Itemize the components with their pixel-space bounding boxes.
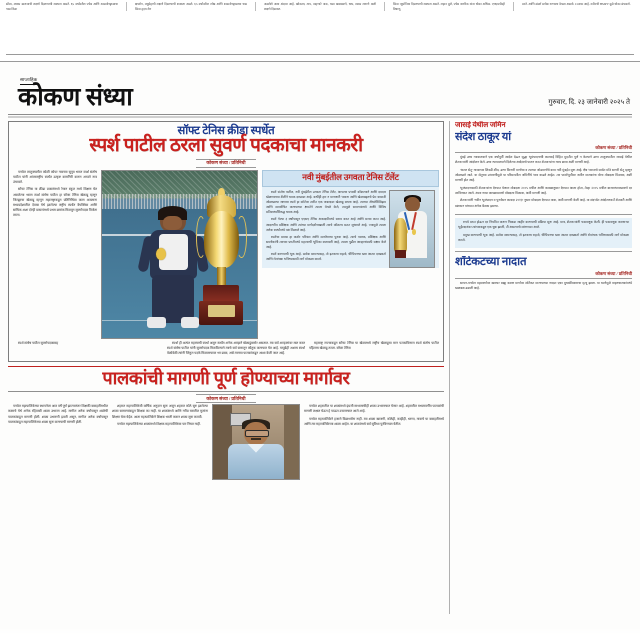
- moustache: [251, 438, 261, 440]
- strip-column: क्षयरोग, मधुमेहाची लक्षणे दिसण्याची शक्यता असते. ६५ वर्षांवरील ज्येष्ठ आणि श्वसनोच्छ्वासाचा त्रास किंवा हृदय रोग: [135, 2, 247, 11]
- rail-divider: [455, 214, 632, 215]
- lead-story: [8, 121, 444, 363]
- medal-icon: [412, 229, 416, 234]
- paragraph: सॉफ्ट टेनिस या क्रीडा प्रकारांमध्ये रेयान स्कूल मध्ये शिक्षण घेत असलेल्या भारत स्पर्श संतोष पाटील हा सॉफ्ट टेनिस खेळाडू म्हणून जिल्ह्याचा खेळाडू म्हणून महाराष्ट्राकडून प्रतिनिधित्व करत असताना मध्यप्रदेशातील देवास येथे झालेल्या राष्ट्रीय स्पर्धेत वैयक्तिक आणि सांघिक अशा दोन्ही प्रकारांमध्ये प्रथम क्रमांक मिळवून सुवर्णपदक विजेता ठरला.: [13, 187, 97, 218]
- dateline: गुरुवार, दि. २३ जानेवारी २०२५ ते: [548, 97, 630, 106]
- lead-columns: [13, 170, 439, 339]
- story2-column-2: [112, 404, 208, 480]
- sub-story-headline: नवी मुंबईतील उगवता टेनिस टॅलेंट: [262, 170, 439, 187]
- rail-story-b-body: [455, 281, 632, 294]
- masthead: [0, 62, 640, 113]
- lead-caption-column: [13, 341, 163, 359]
- rail-story-b-tint: [455, 218, 632, 247]
- lead-kicker: सॉफ्ट टेनिस क्रीडा स्पर्धेत: [177, 124, 275, 137]
- rail-story-a-body: [455, 155, 632, 211]
- sub-story-photo-medalist: [389, 190, 435, 268]
- face: [163, 216, 182, 230]
- trophy-icon: [394, 218, 407, 251]
- paragraph: स्पर्श संतोष पाटील, नवी मुंबईतील उगवता टेनिस टॅलेंट, आपल्या प्रभावी कौशल्याने आणि दमदार खेळण्याच्या शैलीने चमक दाखवत आहे. कधीही हार न मानणारी भावना आणि खेळाबद्दलचे प्रेम यासाठी ओळखल्या जाणारा स्पर्श हा कोर्टवर त्वरीत एक जबरदस्त खेळाडू बनला आहे. त्याच्या ॲथलेटिसिझम आणि समयोचित करण्याच्या क्षमतेने त्याला वेगळे केले, त्यामुळे सामन्यांमध्ये आणि विविध प्रतिस्पर्ध्यांविरुद्ध चमक आहे.: [266, 189, 386, 215]
- paragraph: पनवेल महापालिकेने हजारो विद्यार्थ्यांना नाही. त्या शाळा खाजगी, कोठेही, काहीही, धरणा, नावाचे या वसाहतीमध्ये आणि त्या महापालिकेच्या शाळा आहेत. या शाळांमध्ये सर्व सुविधा पुरविण्यात येतील.: [304, 416, 444, 426]
- page-title: कोकण संध्या: [18, 84, 133, 111]
- masthead-left: [18, 68, 132, 111]
- paragraph: सायन-पनवेल महामार्गावर खारघर बाह्य वळण मार्गावर शॉर्टकट मारण्याच्या नादात एका दुचाकीस्वाराचा मृत्यू झाला. या घटनेमुळे वाहनचालकांमध्ये खळबळ उडाली आहे.: [455, 280, 632, 290]
- rail-story-a-headline: संदेश ठाकूर यां: [455, 130, 511, 143]
- rail-story-b-byline: कोकण संध्या / प्रतिनिधी: [455, 271, 632, 279]
- paragraph: स्पर्श करण्याची भूक आहे. प्रत्येक सामन्यासह, तो इतकाच राहतो, चॅम्पियनचा खरा आत्मा दाखवतो आणि रोमांचक भविष्यासाठी मार्ग मोकळा करतो.: [266, 252, 386, 262]
- story2-headline: पालकांची मागणी पूर्ण होण्याच्या मार्गावर: [102, 368, 350, 389]
- lead-column-2: [167, 341, 305, 359]
- rail-story-a-byline: कोकण संध्या / प्रतिनिधी: [455, 145, 632, 153]
- masthead-kicker: साप्ताहिक: [20, 77, 37, 85]
- glasses-icon: [245, 430, 269, 437]
- story-parents-demand: [8, 366, 444, 480]
- paragraph: रुपये प्राप्त होऊन दर नियमित करून निवाडा जाहीर करण्याची प्रक्रिया सुरू आहे. मात्र, शेतकऱ्यांनी फसवणूक केली. ही फसवणूक करणाऱ्या भूईंटदारांवर त्यांच्याकडून एक चूक झाली, ती असल्याचे सांगण्यात आले.: [458, 220, 629, 230]
- trophy-base-upper: [203, 285, 239, 302]
- strip-column: ठरते. आणि संसर्ग प्रत्येक रुग्णाला वेगळा असतो. COPD आहे. नवीनची HMPV मुळे धोका संभवतो.: [522, 2, 631, 6]
- strip-column: सौम्य, मध्यम स्वरूपाची लक्षणे दिसण्याची शक्यता असते. ६५ वर्षांवरील ज्येष्ठ आणि श्वसनोच्छ्वासाचा त्रास किंवा: [6, 2, 118, 11]
- strip-rule: [6, 54, 634, 55]
- strip-columns: [6, 2, 634, 11]
- head: [405, 197, 420, 212]
- paragraph: महाराष्ट्र राज्याकडून सॉफ्ट टेनिस या खेळामध्ये राष्ट्रीय खेळाडूचा मान पटकाविणारा स्पर्श संतोष पाटील पहिलाच खेळाडू ठरला. सॉफ्ट टेनिस: [309, 340, 439, 351]
- right-rail: [455, 121, 632, 614]
- trophy-base: [395, 250, 406, 258]
- page-bottom-fade: [0, 627, 640, 635]
- lead-photo-trophy-boy: [101, 170, 258, 339]
- main-content: [0, 118, 640, 614]
- lead-byline: कोकण संध्या / प्रतिनिधी: [196, 159, 255, 168]
- paragraph: पनवेल महापालिकेच्या स्थापनेला आठ वर्षे पूर्ण झाल्यानंतर शिक्षकी वसाहतीमधील कामाचे येथे अनेक रहिवासी शाळा उभारत आहे. मागील अनेक वर्षांपासून शाळेची पालकांकडून मागणी होती. शाळा उभारणी झाली असून, मागील अनेक वर्षांपासून पालकांकडून महापालिकेच्या शाळा सुरू करण्याची मागणी होती.: [8, 404, 108, 424]
- paragraph: पनवेल महापालिकेच्या शाळांमध्ये शिक्षक महापालिकेचा पार निघत नाही.: [117, 421, 201, 426]
- lead-column-1: [13, 170, 97, 339]
- strip-divider: [126, 2, 127, 11]
- strip-divider: [255, 2, 256, 11]
- legs: [152, 275, 194, 323]
- rail-story-a-kicker: जासई येथील जमिन: [455, 120, 506, 129]
- left-block: [8, 121, 444, 614]
- previous-page-strip: [0, 0, 640, 62]
- sub-story: [262, 170, 439, 339]
- strip-divider: [513, 2, 514, 11]
- lead-column-3: [309, 341, 439, 359]
- story2-rule: [8, 391, 444, 392]
- story2-columns: [8, 404, 444, 480]
- paragraph: प्रमुख करण्याची भूक आहे. प्रत्येक सामन्यासह, तो इतकाच राहतो, चॅम्पियनचा खरा आत्मा दाखवतो आणि रोमांचक भविष्यासाठी मार्ग मोकळा करतो.: [458, 232, 629, 243]
- masthead-rule: [8, 114, 632, 115]
- story2-byline: कोकण संध्या / प्रतिनिधी: [196, 394, 255, 403]
- paragraph: भूसंपादनासाठी शेतकऱ्यांना देण्यात येणारा मोबदला २००५ मधील आणि कायद्यानुसार देण्यात आला होता, तेव्हा २००५ मधील बाजारभावाप्रमाणे दर ठरविण्यात आले. आता नव्या कायद्याप्रमाणे मोबदला मिळावा, अशी मागणी आहे.: [455, 185, 632, 195]
- story2-byline-wrap: [8, 394, 444, 403]
- story2-column-1: [8, 404, 108, 480]
- sub-story-body: [262, 187, 439, 268]
- story2-photo-official: [212, 404, 300, 480]
- background-door: [284, 405, 299, 479]
- photo-caption: स्पर्श संतोष पाटील सुवर्णपदकासह: [18, 340, 59, 345]
- lead-continuation: [13, 341, 439, 359]
- paragraph: स्पर्शचा प्रवास हा कठोर परिश्रम आणि समर्पणाचा पुरावा आहे. त्याचे पालक, प्रशिक्षक आणि समर्थकांनी त्याच्या प्रगतीमध्ये महत्त्वाची भूमिका बजावली आहे, त्याला पुढील आव्हानांसाठी सक्षम केले आहे.: [266, 234, 386, 250]
- paragraph: शहरात महापालिकेची वार्षिक अनुदान सुरू असून शहरात कोठे सुरु झालेल्या शाळा सामान्यांकडून शिक्षक का नाही. या शाळांमध्ये आणि गरीब घरातील मुलांना शिक्षण घेता येईल. आता महापालिकेने शिक्षक भरती करून शाळा सुरू करावी.: [112, 404, 208, 419]
- strip-column: किंवा न्यूमोनिया दिसण्याची शक्यता असते. लहान मुले, ज्येष्ठ नागरिक यांना धोका अधिक. एचएमपीव्ही विषाणू.: [393, 2, 505, 11]
- paragraph: मुंबई उच्च न्यायालयाने एक वर्षापूर्वी आदेश देऊन सुद्धा भूसंपादनाची कारवाई विहित मुदतीत पूर्ण न केल्याने उरण तालुक्यातील जासई येथील शेतकऱ्यांनी आंदोलन केले. उच्च न्यायालयाने दिलेल्या आदेशाचे पालन करत शेतकऱ्यांना न्याय द्यावा अशी मागणी आहे.: [455, 155, 632, 165]
- paragraph: शेतकऱ्यांनी 'नवीन भूसंपादन व पुनर्वसन कायदा २०१३' नुसार मोबदला देण्यात यावा, अशी मागणी केली आहे. या संदर्भात आंदोलनकर्ते शेतकरी आणि प्रशासन यांच्यात अनेक बैठका झाल्या.: [455, 198, 632, 208]
- paragraph: पनवेल तालुक्यातील कोळी कोपर गावच्या सुपुत्र भारत स्पर्श संतोष पाटील यांनी आंतरराष्ट्रीय स्पर्धेत उत्कृष्ट कामगिरी करून आपले नाव उंचावले.: [13, 169, 97, 185]
- trophy-plate: [208, 305, 235, 316]
- rail-story-b-teaser: [458, 220, 629, 243]
- shoe-left: [147, 317, 166, 328]
- trophy-stem: [217, 267, 225, 287]
- trophy-cup: [204, 211, 239, 268]
- lead-byline-wrap: [13, 159, 439, 168]
- strip-divider: [384, 2, 385, 11]
- paragraph: स्पर्धा ही अत्यंत महत्त्वाची स्पर्धा असून स्पर्धेत अनेक आव्हाने खेळाडूंसमोर असतात. त्या सर्व आव्हानांवर मात करत स्पर्श संतोष पाटील यांनी सुवर्णपदक मिळविल्याने त्याचे सर्व स्तरातून कौतुक करण्यात येत आहे. यापुढेही अशाच स्पर्धा वेळोवेळी त्यांनी जिंकून पदके मिळवण्यावर भर द्यावा, असे त्याच्या पालकांकडून आशा केली जात आहे.: [167, 340, 305, 356]
- trophy-icon: [195, 188, 248, 332]
- lead-headline: स्पर्श पाटील ठरला सुवर्ण पदकाचा मानकरी: [89, 135, 363, 157]
- strip-column: असलेले अशा अंदाज आहे. खोकला, ताप, वाहणारे नाक, घसा खवखवणे, धाप, श्वास लागणे अशी लक्षणे दिसतात.: [264, 2, 376, 11]
- paragraph: पनवेल शहरातील या शाळांमध्ये इंग्रजी माध्यमाचीही शाळा उभारण्यात येणार आहे. शहरातील मध्यमवर्गीय पालकांची मागणी लक्षात घेऊन हे पाऊल उचलण्यात आले आहे.: [304, 404, 444, 414]
- story2-column-3: [304, 404, 444, 480]
- rail-story-b-headline: शॉर्टकटच्या नादात: [455, 255, 527, 268]
- paragraph: 'अटल सेतू' नाव्याच्या शिवडी शीव, उरण किनारी मार्गाचा व त्याच्या जोडमार्गांचे काम नवी मुंबईत सुरू आहे. क्षेत्र भारताचे सर्वात मोठे सागरी सेतू म्हणून ओळखले जाते. या सेतूच्या उभारणीमुळे या परिसरातील जमिनींचे भाव वाढले आहेत. त्या पार्श्वभूमीवर जमीन मालकांना योग्य मोबदला मिळावा, अशी मागणी होत आहे.: [455, 167, 632, 183]
- rail-divider: [455, 251, 632, 252]
- paragraph: स्पर्श गेल्या ३ वर्षांपासून एएसए टेनिस अकादमीमध्ये सराव करत आहे आणि सराव करत आहे. आदरणीय प्रशिक्षक आणि त्यांच्या मार्गदर्शनाखाली त्याचे कौशल्य सतत सुधारले आहे, ज्यामुळे त्याला अनेक स्पर्धांमध्ये यश मिळाले आहे.: [266, 217, 386, 232]
- column-divider: [449, 121, 450, 614]
- story2-photo-wrap: [212, 404, 300, 480]
